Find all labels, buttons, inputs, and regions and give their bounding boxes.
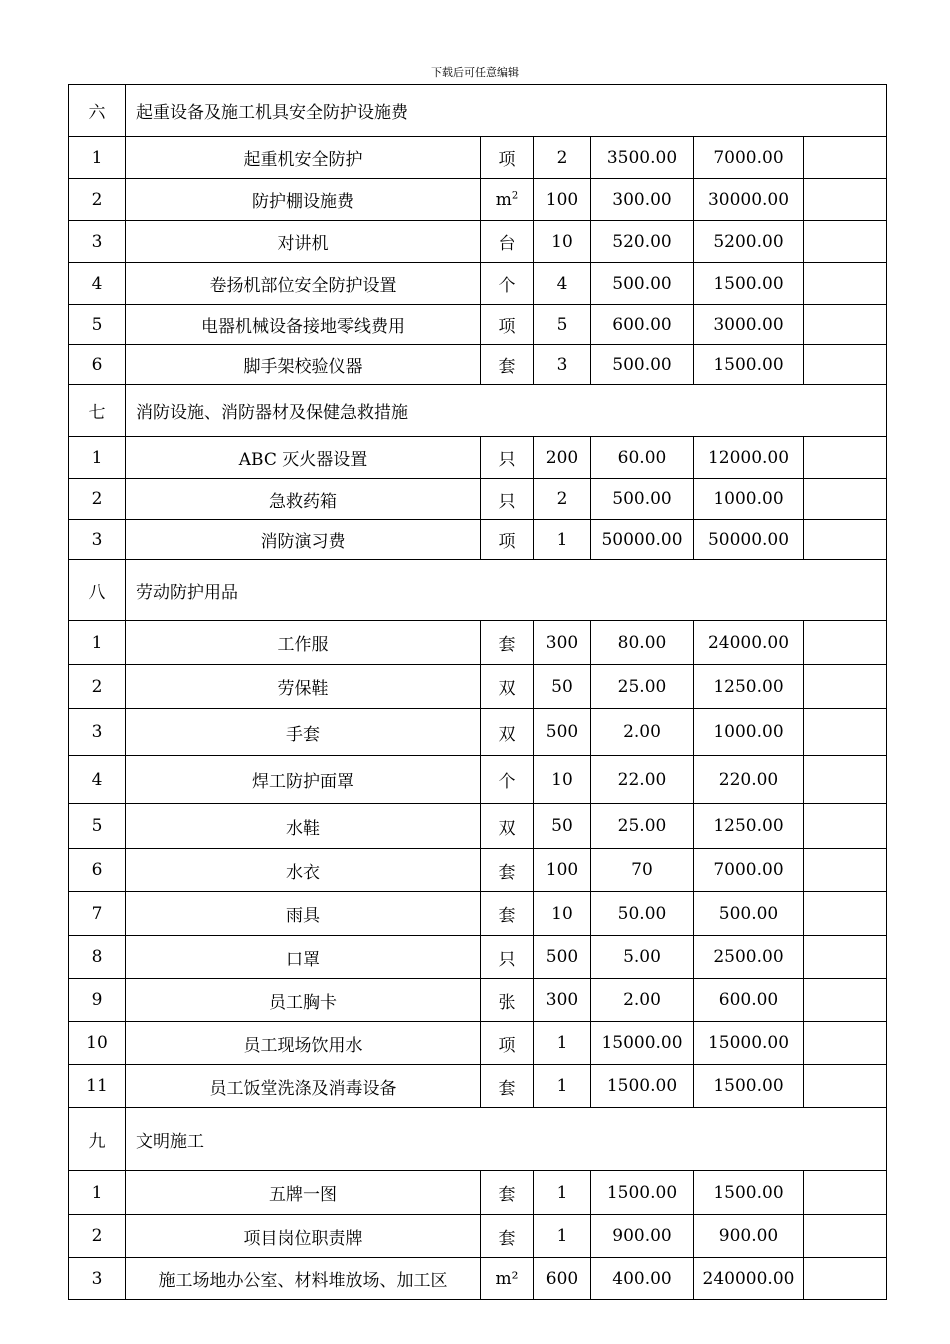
row-number: 4 xyxy=(69,263,126,305)
amount: 500.00 xyxy=(694,892,804,936)
section-title: 文明施工 xyxy=(126,1108,887,1171)
unit: 套 xyxy=(481,1215,534,1258)
quantity: 200 xyxy=(534,437,591,479)
amount: 24000.00 xyxy=(694,621,804,665)
unit: 套 xyxy=(481,849,534,892)
unit-price: 2.00 xyxy=(591,709,694,756)
section-title: 起重设备及施工机具安全防护设施费 xyxy=(126,85,887,137)
remark xyxy=(804,756,887,804)
unit: 张 xyxy=(481,979,534,1022)
item-name: 急救药箱 xyxy=(126,479,481,520)
unit: 双 xyxy=(481,665,534,709)
remark xyxy=(804,179,887,221)
amount: 240000.00 xyxy=(694,1258,804,1300)
amount: 600.00 xyxy=(694,979,804,1022)
unit: 套 xyxy=(481,345,534,385)
unit-price: 80.00 xyxy=(591,621,694,665)
unit: 项 xyxy=(481,137,534,179)
quantity: 100 xyxy=(534,179,591,221)
quantity: 500 xyxy=(534,936,591,979)
item-name: 员工饭堂洗涤及消毒设备 xyxy=(126,1065,481,1108)
unit: 只 xyxy=(481,437,534,479)
quantity: 2 xyxy=(534,137,591,179)
row-number: 2 xyxy=(69,1215,126,1258)
unit-price: 300.00 xyxy=(591,179,694,221)
row-number: 3 xyxy=(69,520,126,560)
amount: 12000.00 xyxy=(694,437,804,479)
unit-price: 400.00 xyxy=(591,1258,694,1300)
amount: 1250.00 xyxy=(694,665,804,709)
unit-base: m xyxy=(495,189,512,210)
table-row xyxy=(69,1215,887,1258)
quantity: 300 xyxy=(534,979,591,1022)
remark xyxy=(804,437,887,479)
unit-price: 1500.00 xyxy=(591,1065,694,1108)
row-number: 7 xyxy=(69,892,126,936)
row-number: 9 xyxy=(69,979,126,1022)
row-number: 8 xyxy=(69,936,126,979)
amount: 900.00 xyxy=(694,1215,804,1258)
item-name: 防护棚设施费 xyxy=(126,179,481,221)
remark xyxy=(804,1215,887,1258)
table-row xyxy=(69,665,887,709)
table-row xyxy=(69,804,887,849)
quantity: 10 xyxy=(534,221,591,263)
unit: 套 xyxy=(481,1171,534,1215)
item-name: ABC 灭火器设置 xyxy=(126,437,481,479)
unit-price: 22.00 xyxy=(591,756,694,804)
table-row xyxy=(69,936,887,979)
unit-price: 5.00 xyxy=(591,936,694,979)
quantity: 4 xyxy=(534,263,591,305)
amount: 2500.00 xyxy=(694,936,804,979)
amount: 7000.00 xyxy=(694,137,804,179)
table-row xyxy=(69,709,887,756)
section-number: 八 xyxy=(69,560,126,621)
unit-price: 25.00 xyxy=(591,804,694,849)
item-name: 员工胸卡 xyxy=(126,979,481,1022)
unit-price: 50.00 xyxy=(591,892,694,936)
row-number: 1 xyxy=(69,621,126,665)
table-row xyxy=(69,137,887,179)
section-title: 劳动防护用品 xyxy=(126,560,887,621)
unit-price: 500.00 xyxy=(591,263,694,305)
remark xyxy=(804,221,887,263)
remark xyxy=(804,1022,887,1065)
unit-price: 3500.00 xyxy=(591,137,694,179)
item-name: 消防演习费 xyxy=(126,520,481,560)
section-title: 消防设施、消防器材及保健急救措施 xyxy=(126,385,887,437)
table-row xyxy=(69,345,887,385)
unit-price: 60.00 xyxy=(591,437,694,479)
item-name: 雨具 xyxy=(126,892,481,936)
quantity: 1 xyxy=(534,1022,591,1065)
amount: 50000.00 xyxy=(694,520,804,560)
quantity: 1 xyxy=(534,1215,591,1258)
table-row xyxy=(69,1171,887,1215)
section-number: 六 xyxy=(69,85,126,137)
unit-price: 600.00 xyxy=(591,305,694,345)
amount: 15000.00 xyxy=(694,1022,804,1065)
remark xyxy=(804,479,887,520)
row-number: 3 xyxy=(69,1258,126,1300)
amount: 1500.00 xyxy=(694,263,804,305)
unit-price: 500.00 xyxy=(591,345,694,385)
quantity: 1 xyxy=(534,1065,591,1108)
section-number: 九 xyxy=(69,1108,126,1171)
row-number: 5 xyxy=(69,804,126,849)
remark xyxy=(804,1065,887,1108)
unit: 项 xyxy=(481,520,534,560)
item-name: 五牌一图 xyxy=(126,1171,481,1215)
section-header-row xyxy=(69,385,887,437)
item-name: 手套 xyxy=(126,709,481,756)
row-number: 1 xyxy=(69,137,126,179)
quantity: 10 xyxy=(534,756,591,804)
section-header-row xyxy=(69,560,887,621)
table-row xyxy=(69,849,887,892)
item-name: 口罩 xyxy=(126,936,481,979)
unit: 只 xyxy=(481,936,534,979)
row-number: 11 xyxy=(69,1065,126,1108)
amount: 1000.00 xyxy=(694,479,804,520)
row-number: 2 xyxy=(69,479,126,520)
table-row xyxy=(69,979,887,1022)
amount: 1500.00 xyxy=(694,345,804,385)
remark xyxy=(804,979,887,1022)
remark xyxy=(804,263,887,305)
unit: 双 xyxy=(481,804,534,849)
table-row xyxy=(69,756,887,804)
remark xyxy=(804,520,887,560)
table-row xyxy=(69,179,887,221)
remark xyxy=(804,936,887,979)
quantity: 1 xyxy=(534,520,591,560)
unit: 个 xyxy=(481,756,534,804)
unit: 套 xyxy=(481,621,534,665)
table-row xyxy=(69,305,887,345)
item-name: 施工场地办公室、材料堆放场、加工区 xyxy=(126,1258,481,1300)
amount: 5200.00 xyxy=(694,221,804,263)
amount: 1500.00 xyxy=(694,1065,804,1108)
row-number: 6 xyxy=(69,345,126,385)
unit: 项 xyxy=(481,1022,534,1065)
item-name: 电器机械设备接地零线费用 xyxy=(126,305,481,345)
quantity: 600 xyxy=(534,1258,591,1300)
remark xyxy=(804,1258,887,1300)
remark xyxy=(804,804,887,849)
row-number: 1 xyxy=(69,437,126,479)
unit: 套 xyxy=(481,892,534,936)
remark xyxy=(804,892,887,936)
remark xyxy=(804,665,887,709)
table-row xyxy=(69,892,887,936)
table-row xyxy=(69,1258,887,1300)
unit-price: 1500.00 xyxy=(591,1171,694,1215)
quantity: 500 xyxy=(534,709,591,756)
table-row xyxy=(69,621,887,665)
unit-price: 500.00 xyxy=(591,479,694,520)
table-row xyxy=(69,1022,887,1065)
unit: 台 xyxy=(481,221,534,263)
item-name: 卷扬机部位安全防护设置 xyxy=(126,263,481,305)
amount: 220.00 xyxy=(694,756,804,804)
table-row xyxy=(69,1065,887,1108)
quantity: 2 xyxy=(534,479,591,520)
unit: 个 xyxy=(481,263,534,305)
row-number: 6 xyxy=(69,849,126,892)
section-number: 七 xyxy=(69,385,126,437)
remark xyxy=(804,621,887,665)
unit-price: 15000.00 xyxy=(591,1022,694,1065)
row-number: 1 xyxy=(69,1171,126,1215)
table-row xyxy=(69,263,887,305)
unit-price: 50000.00 xyxy=(591,520,694,560)
amount: 1000.00 xyxy=(694,709,804,756)
amount: 7000.00 xyxy=(694,849,804,892)
row-number: 2 xyxy=(69,179,126,221)
item-name: 水鞋 xyxy=(126,804,481,849)
unit xyxy=(481,179,534,221)
quantity: 50 xyxy=(534,665,591,709)
remark xyxy=(804,849,887,892)
item-name: 焊工防护面罩 xyxy=(126,756,481,804)
item-name: 项目岗位职责牌 xyxy=(126,1215,481,1258)
remark xyxy=(804,305,887,345)
amount: 1250.00 xyxy=(694,804,804,849)
quantity: 100 xyxy=(534,849,591,892)
amount: 30000.00 xyxy=(694,179,804,221)
table-row xyxy=(69,520,887,560)
unit: 只 xyxy=(481,479,534,520)
unit: m² xyxy=(481,1258,534,1300)
unit-price: 900.00 xyxy=(591,1215,694,1258)
item-name: 劳保鞋 xyxy=(126,665,481,709)
quantity: 50 xyxy=(534,804,591,849)
row-number: 3 xyxy=(69,221,126,263)
quantity: 1 xyxy=(534,1171,591,1215)
unit: 双 xyxy=(481,709,534,756)
unit-superscript: 2 xyxy=(511,189,519,201)
row-number: 5 xyxy=(69,305,126,345)
quantity: 5 xyxy=(534,305,591,345)
unit-price: 70 xyxy=(591,849,694,892)
unit: 套 xyxy=(481,1065,534,1108)
unit-price: 2.00 xyxy=(591,979,694,1022)
cost-table-body xyxy=(69,85,887,1300)
quantity: 300 xyxy=(534,621,591,665)
unit-price: 25.00 xyxy=(591,665,694,709)
table-row xyxy=(69,221,887,263)
section-header-row xyxy=(69,85,887,137)
table-row xyxy=(69,479,887,520)
cost-table xyxy=(68,84,887,1300)
quantity: 3 xyxy=(534,345,591,385)
table-row xyxy=(69,437,887,479)
section-header-row xyxy=(69,1108,887,1171)
item-name: 水衣 xyxy=(126,849,481,892)
item-name: 脚手架校验仪器 xyxy=(126,345,481,385)
page-header: 下载后可任意编辑 xyxy=(431,66,519,79)
remark xyxy=(804,137,887,179)
remark xyxy=(804,709,887,756)
row-number: 3 xyxy=(69,709,126,756)
remark xyxy=(804,1171,887,1215)
amount: 1500.00 xyxy=(694,1171,804,1215)
item-name: 员工现场饮用水 xyxy=(126,1022,481,1065)
item-name: 起重机安全防护 xyxy=(126,137,481,179)
quantity: 10 xyxy=(534,892,591,936)
row-number: 10 xyxy=(69,1022,126,1065)
unit: 项 xyxy=(481,305,534,345)
unit-price: 520.00 xyxy=(591,221,694,263)
amount: 3000.00 xyxy=(694,305,804,345)
remark xyxy=(804,345,887,385)
item-name: 工作服 xyxy=(126,621,481,665)
row-number: 2 xyxy=(69,665,126,709)
item-name: 对讲机 xyxy=(126,221,481,263)
row-number: 4 xyxy=(69,756,126,804)
